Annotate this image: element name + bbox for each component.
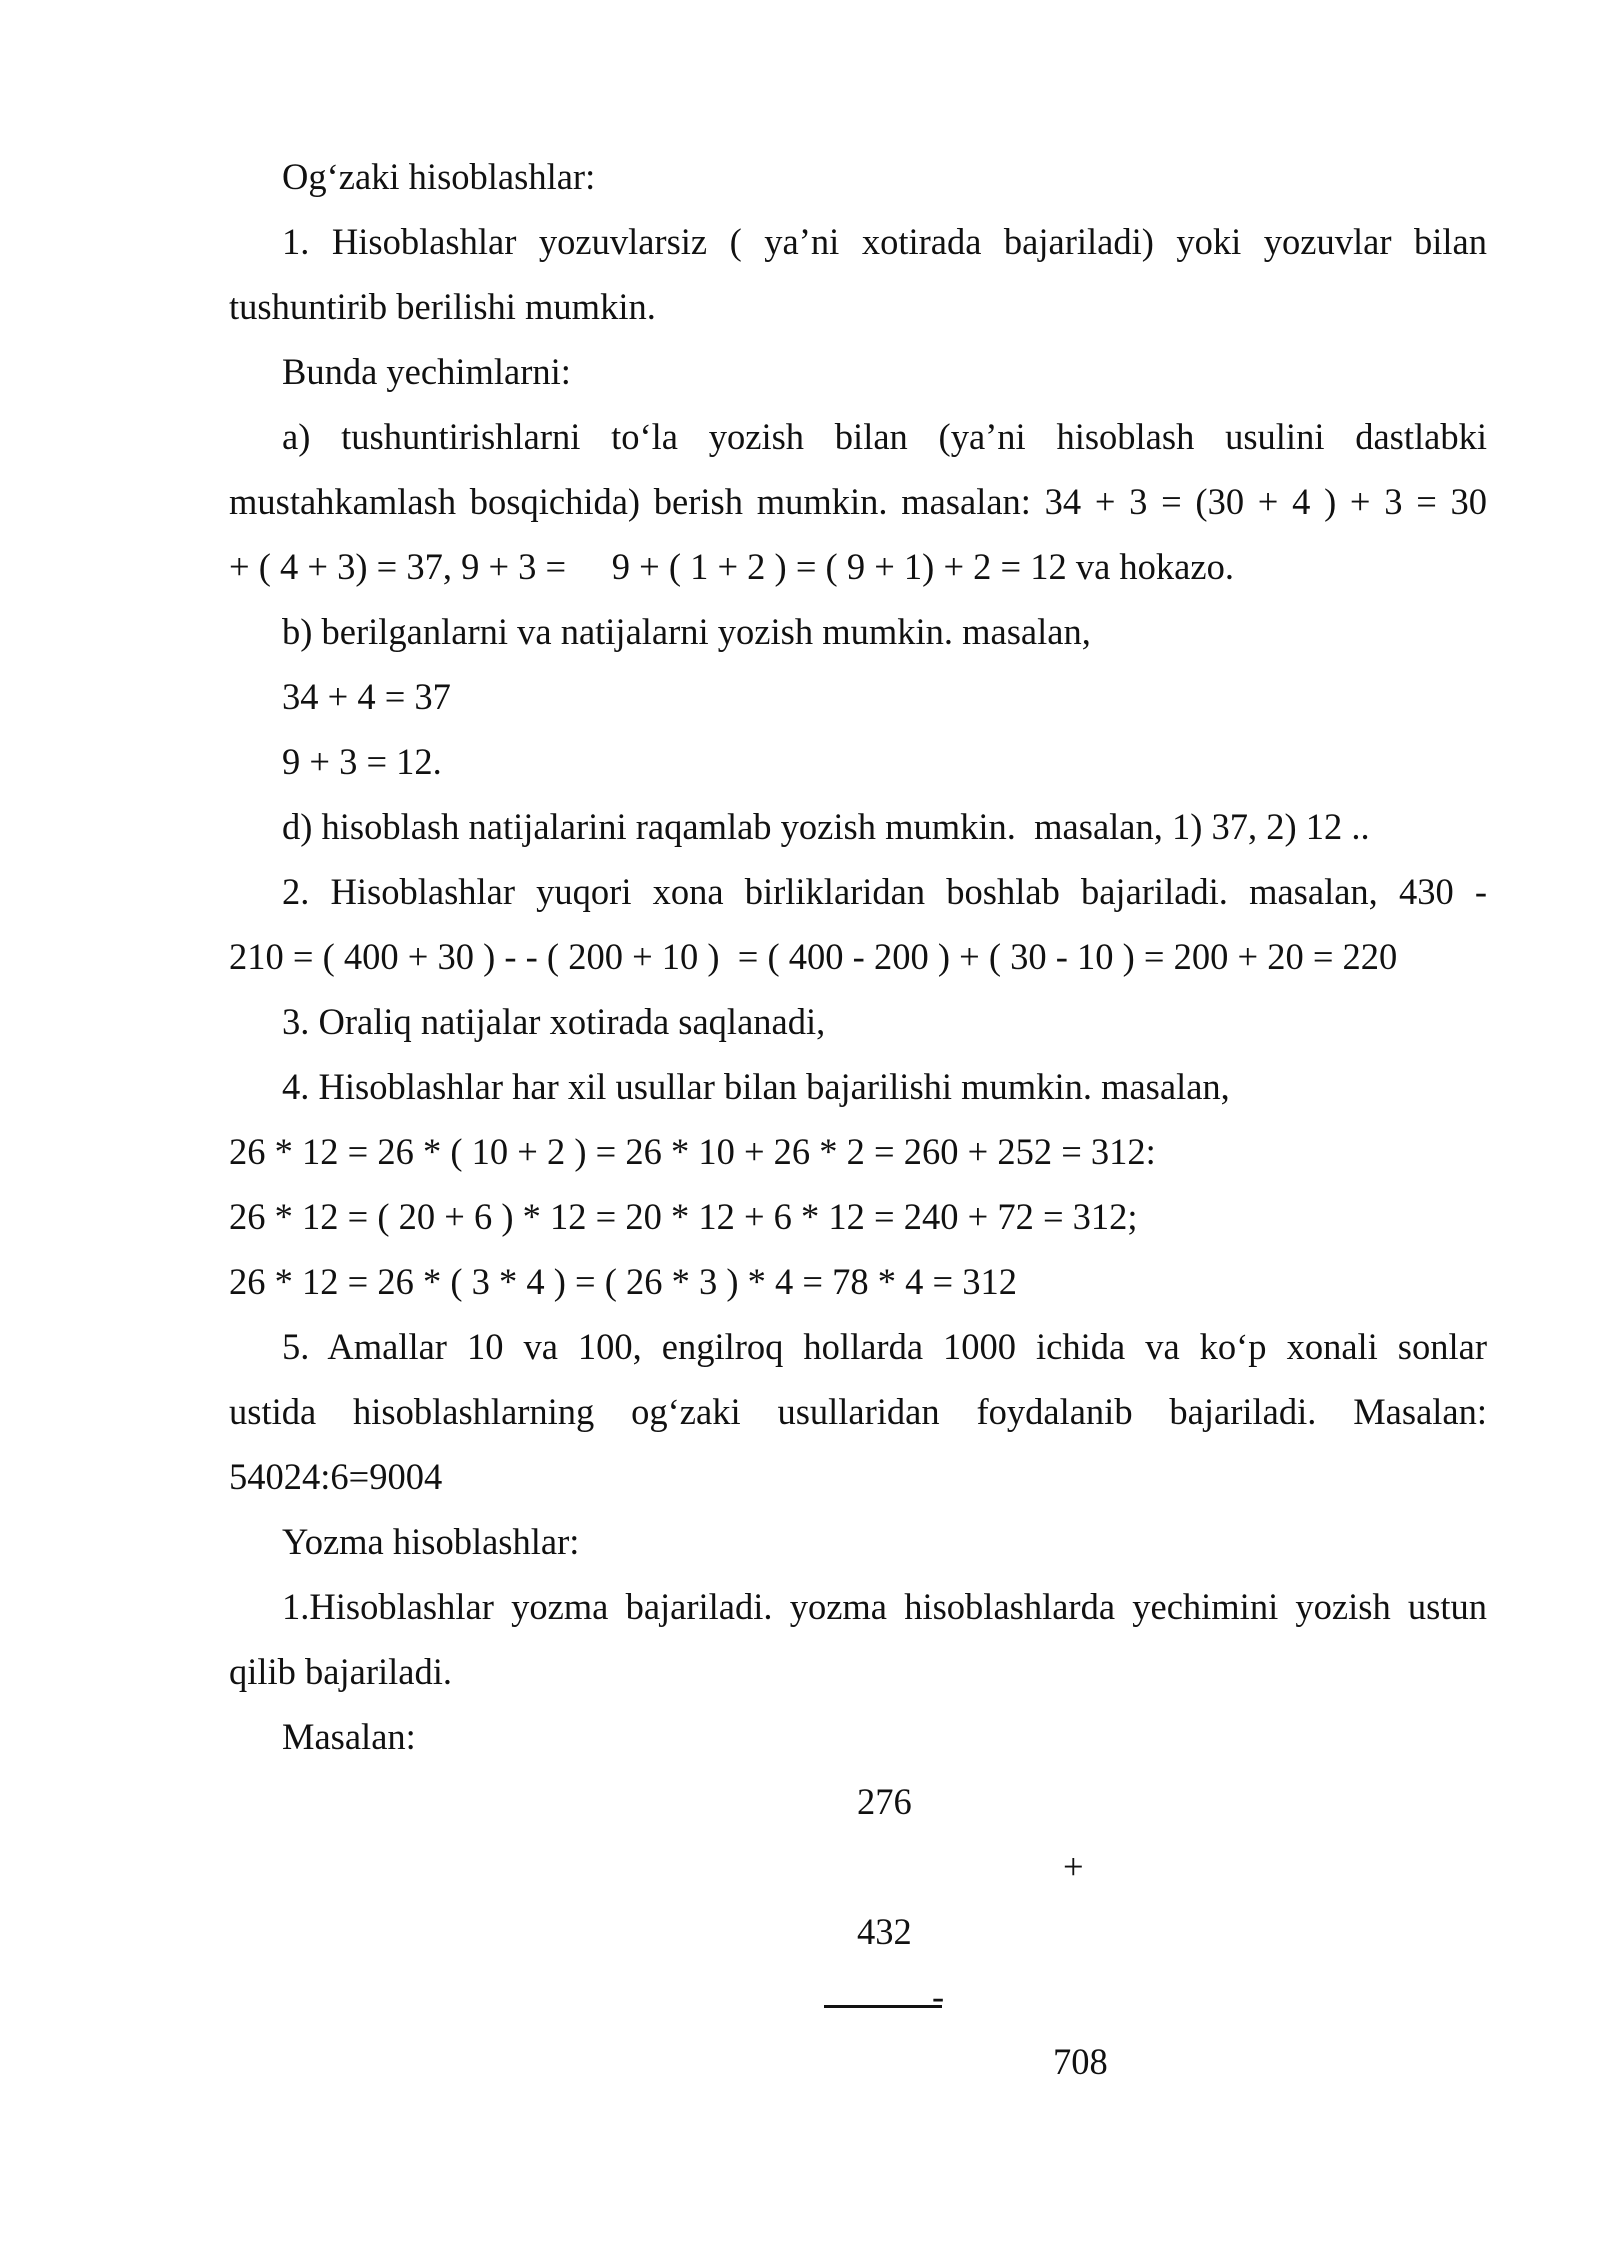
equation-line: 210 = ( 400 + 30 ) - - ( 200 + 10 ) = ( 400 - 200 ) + ( 30 - 10 ) = 200 + 20 = 220: [229, 936, 1398, 977]
paragraph-line: qilib bajariladi.: [229, 1651, 452, 1692]
paragraph-line: 5. Amallar 10 va 100, engilroq hollarda 1000 ichida va ko‘p xonali sonlar: [282, 1326, 1487, 1367]
paragraph-line: d) hisoblash natijalarini raqamlab yozish mumkin. masalan, 1) 37, 2) 12 ..: [282, 806, 1370, 847]
equation-line: 9 + 3 = 12.: [282, 741, 442, 782]
column-second-operand: 432: [857, 1911, 912, 1952]
paragraph-line: 3. Oraliq natijalar xotirada saqlanadi,: [282, 1001, 826, 1042]
section-heading-oral-calculations: Og‘zaki hisoblashlar:: [282, 156, 596, 197]
paragraph-line: 1.Hisoblashlar yozma bajariladi. yozma hisoblashlarda yechimini yozish ustun: [282, 1586, 1487, 1627]
paragraph-line: Bunda yechimlarni:: [282, 351, 571, 392]
equation-line: 34 + 4 = 37: [282, 676, 451, 717]
paragraph-line: mustahkamlash bosqichida) berish mumkin. masalan: 34 + 3 = (30 + 4 ) + 3 = 30: [229, 481, 1487, 522]
paragraph-line: Masalan:: [282, 1716, 416, 1757]
column-result: 708: [1053, 2041, 1108, 2082]
paragraph-line: + ( 4 + 3) = 37, 9 + 3 = 9 + ( 1 + 2 ) = ( 9 + 1) + 2 = 12 va hokazo.: [229, 546, 1234, 587]
paragraph-line: 1. Hisoblashlar yozuvlarsiz ( ya’ni xotirada bajariladi) yoki yozuvlar bilan: [282, 221, 1487, 262]
column-rule-dash: -: [932, 1976, 945, 2017]
paragraph-line: tushuntirib berilishi mumkin.: [229, 286, 656, 327]
equation-line: 26 * 12 = ( 20 + 6 ) * 12 = 20 * 12 + 6 * 12 = 240 + 72 = 312;: [229, 1196, 1138, 1237]
paragraph-line: b) berilganlarni va natijalarni yozish mumkin. masalan,: [282, 611, 1091, 652]
equation-line: 54024:6=9004: [229, 1456, 443, 1497]
paragraph-line: 2. Hisoblashlar yuqori xona birliklaridan boshlab bajariladi. masalan, 430 -: [282, 871, 1487, 912]
equation-line: 26 * 12 = 26 * ( 10 + 2 ) = 26 * 10 + 26 * 2 = 260 + 252 = 312:: [229, 1131, 1156, 1172]
column-plus-sign: +: [1063, 1846, 1084, 1887]
equation-line: 26 * 12 = 26 * ( 3 * 4 ) = ( 26 * 3 ) * 4 = 78 * 4 = 312: [229, 1261, 1017, 1302]
column-sum-rule: [824, 2005, 942, 2008]
section-heading-written-calculations: Yozma hisoblashlar:: [282, 1521, 580, 1562]
column-first-operand: 276: [857, 1781, 912, 1822]
paragraph-line: a) tushuntirishlarni to‘la yozish bilan (ya’ni hisoblash usulini dastlabki: [282, 416, 1487, 457]
paragraph-line: ustida hisoblashlarning og‘zaki usullaridan foydalanib bajariladi. Masalan:: [229, 1391, 1487, 1432]
paragraph-line: 4. Hisoblashlar har xil usullar bilan bajarilishi mumkin. masalan,: [282, 1066, 1230, 1107]
